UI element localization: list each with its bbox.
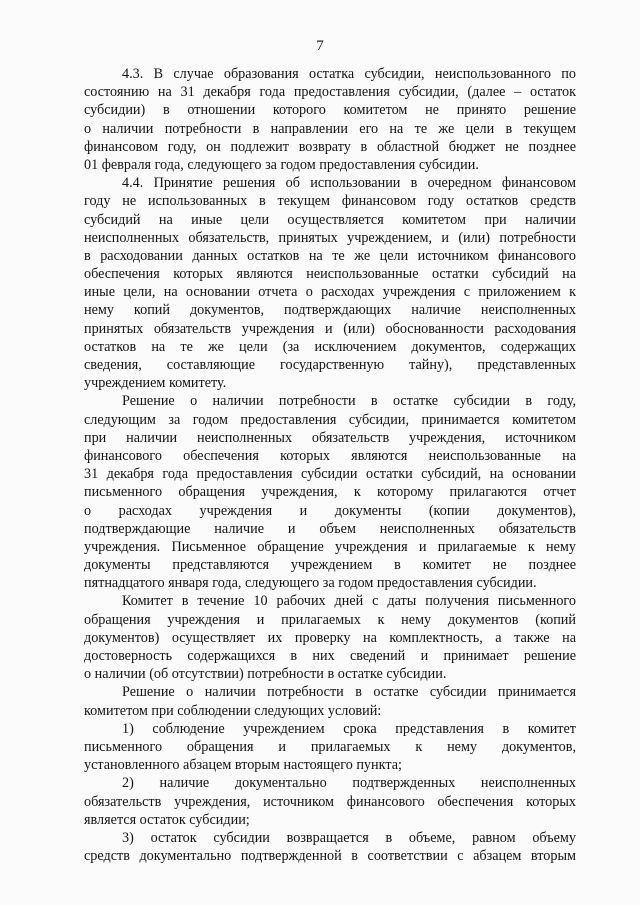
text-line: следующим за годом предоставления субсидии, принимается комитетом (84, 411, 576, 428)
text-line: финансового обеспечения которых являются неиспользованные на (84, 447, 576, 464)
text-line: обеспечения которых являются неиспользованные остатки субсидий на (84, 266, 576, 283)
text-line: иные цели, на основании отчета о расходах учреждения с приложением к (84, 284, 576, 301)
text-line: письменного обращения учреждения, к которому прилагаются отчет (84, 484, 576, 501)
text-line: 31 декабря года предоставления субсидии остатки субсидий, на основании (84, 466, 576, 483)
page-number: 7 (316, 38, 324, 54)
document-body (84, 65, 576, 865)
text-line: пятнадцатого января года, следующего за годом предоставления субсидии. (84, 575, 537, 592)
text-line: учреждения. Письменное обращение учреждения и прилагаемые к нему (84, 538, 576, 555)
text-line: финансовом году, он подлежит возврату в областной бюджет не позднее (84, 138, 576, 155)
text-line: субсидий на иные цели осуществляется комитетом при наличии (84, 211, 576, 228)
text-line: средств документально подтвержденной в соответствии с абзацем вторым (84, 848, 576, 865)
text-line: документы представляются учреждением в комитет не позднее (84, 557, 576, 574)
text-line: о наличии потребности в направлении его на те же цели в текущем (84, 120, 576, 137)
text-line: учреждением комитету. (84, 375, 227, 392)
paragraph-p-committee (84, 592, 576, 683)
text-line: в расходовании данных остатков на те же цели источником финансового (84, 247, 576, 264)
text-line: 4.3. В случае образования остатка субсидии, неиспользованного по (122, 66, 576, 82)
text-line: сведения, составляющие государственную тайну), представленных (84, 357, 576, 373)
text-line: нему копий документов, подтверждающих наличие неисполненных (84, 302, 576, 319)
text-line: достоверность содержащихся в них сведений и принимает решение (84, 648, 576, 664)
paragraph-p-4-4 (84, 174, 576, 392)
text-line: Решение о наличии потребности в остатке субсидии принимается (122, 684, 576, 701)
text-line: принятых обязательств учреждения и (или) обоснованности расходования (84, 320, 576, 337)
text-line: о наличии (об отсутствии) потребности в остатке субсидии. (84, 666, 447, 683)
text-line: письменного обращения и прилагаемых к нему документов, (84, 738, 576, 755)
text-line: субсидии) в отношении которого комитетом не принято решение (84, 102, 576, 119)
paragraph-p-4-3 (84, 65, 576, 174)
text-line: является остаток субсидии; (84, 811, 250, 828)
text-line: 1) соблюдение учреждением срока представления в комитет (122, 720, 576, 737)
text-line: 4.4. Принятие решения об использовании в очередном финансовом (122, 175, 576, 192)
text-line: Решение о наличии потребности в остатке субсидии в году, (122, 393, 576, 410)
text-line: состоянию на 31 декабря года предоставления субсидии, (далее – остаток (84, 84, 576, 101)
paragraph-p-decision-2 (84, 683, 576, 719)
text-line: году не использованных в текущем финансовом году остатков средств (84, 193, 576, 210)
text-line: установленного абзацем вторым настоящего пункта; (84, 757, 402, 774)
text-line: Комитет в течение 10 рабочих дней с даты получения письменного (122, 593, 576, 610)
paragraph-p-cond-2 (84, 774, 576, 829)
text-line: при наличии неисполненных обязательств учреждения, источником (84, 429, 576, 446)
text-line: 3) остаток субсидии возвращается в объеме, равном объему (122, 829, 576, 846)
text-line: 01 февраля года, следующего за годом предоставления субсидии. (84, 156, 479, 173)
text-line: обязательств учреждения, источником финансового обеспечения которых (84, 793, 576, 810)
text-line: документов) осуществляет их проверку на комплектность, а также на (84, 629, 576, 646)
text-line: обращения учреждения и прилагаемых к нему документов (копий (84, 611, 576, 628)
text-line: комитетом при соблюдении следующих условий: (84, 702, 382, 719)
paragraph-p-decision-1 (84, 392, 576, 592)
text-line: подтверждающие наличие и объем неисполненных обязательств (84, 520, 576, 537)
paragraph-p-cond-1 (84, 720, 576, 775)
paragraph-p-cond-3 (84, 829, 576, 865)
text-line: 2) наличие документально подтвержденных неисполненных (122, 775, 576, 792)
text-line: остатков на те же цели (за исключением документов, содержащих (84, 338, 576, 355)
text-line: неисполненных обязательств, принятых учреждением, и (или) потребности (84, 229, 576, 246)
text-line: о расходах учреждения и документы (копии документов), (84, 502, 576, 519)
